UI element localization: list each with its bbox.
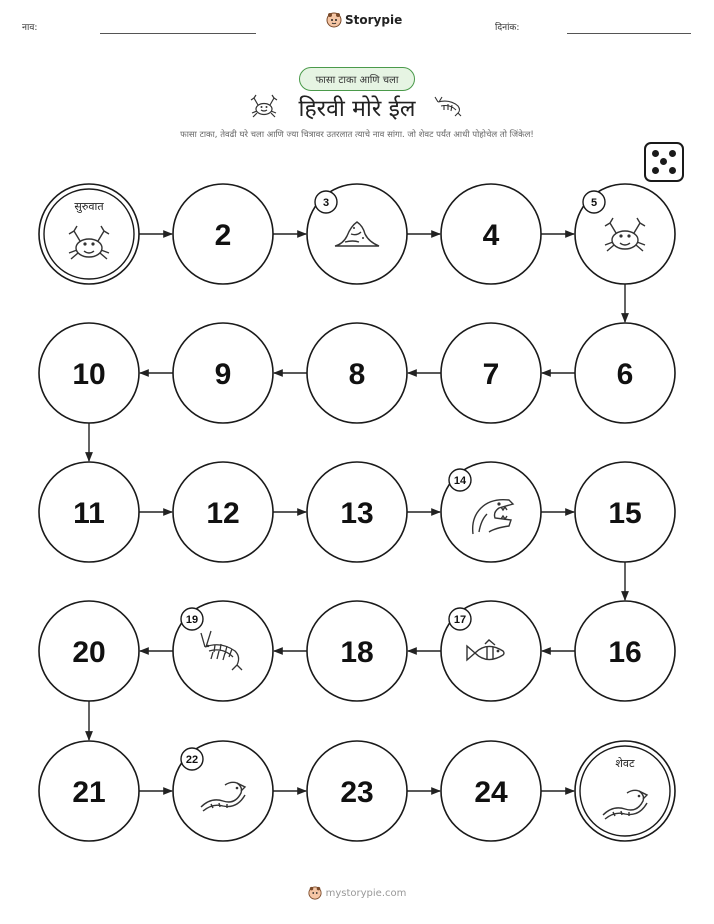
board-cell-5[interactable] — [575, 184, 675, 284]
board-cell-6[interactable] — [575, 323, 675, 423]
footer-site[interactable]: mystorypie.com — [325, 887, 407, 899]
cell-number-badge: 3 — [322, 197, 330, 209]
board-cell-15[interactable] — [575, 462, 675, 562]
board-cell-12[interactable] — [173, 462, 273, 562]
cell-number: 10 — [72, 358, 106, 391]
start-label: सुरुवात — [74, 200, 104, 213]
name-label: नाव: — [22, 23, 38, 33]
cell-number: 2 — [214, 219, 232, 252]
cell-number: 24 — [474, 776, 508, 809]
cell-number: 9 — [214, 358, 232, 391]
board-cell-13[interactable] — [307, 462, 407, 562]
board-cell-24[interactable] — [441, 741, 541, 841]
storypie-mascot-icon — [308, 886, 322, 900]
footer — [0, 886, 714, 900]
game-title: हिरवी मोरे ईल — [298, 96, 416, 122]
date-label: दिनांक: — [495, 23, 520, 33]
board-cell-18[interactable] — [307, 601, 407, 701]
board-cell-10[interactable] — [39, 323, 139, 423]
board-cell-8[interactable] — [307, 323, 407, 423]
cell-number: 7 — [482, 358, 500, 391]
cell-number-badge: 19 — [185, 614, 199, 626]
finish-label: शेवट — [615, 757, 635, 770]
cell-number: 23 — [340, 776, 374, 809]
board-cell-21[interactable] — [39, 741, 139, 841]
cell-number: 11 — [73, 497, 105, 530]
cell-number: 8 — [348, 358, 366, 391]
cell-number-badge: 22 — [185, 754, 199, 766]
board-cell-14[interactable] — [441, 462, 541, 562]
cell-number: 13 — [340, 497, 374, 530]
instructions: फासा टाका, तेवढी घरे चला आणि ज्या चित्रावर उतरलात त्याचे नाव सांगा. जो शेवट पर्यंत आधी पोहोचेल तो जिंकेल! — [180, 130, 534, 140]
board-cell-2[interactable] — [173, 184, 273, 284]
cell-number: 16 — [608, 636, 642, 669]
cell-number: 18 — [340, 636, 374, 669]
cell-number-badge: 14 — [453, 475, 467, 487]
board-cell-19[interactable] — [173, 601, 273, 701]
brand-name: Storypie — [345, 13, 403, 27]
cell-number-badge: 5 — [590, 197, 598, 209]
board-cell-4[interactable] — [441, 184, 541, 284]
game-type-badge: फासा टाका आणि चला — [299, 67, 415, 91]
board-cell-20[interactable] — [39, 601, 139, 701]
board-cell-22[interactable] — [173, 741, 273, 841]
cell-number: 6 — [616, 358, 634, 391]
board-cell-9[interactable] — [173, 323, 273, 423]
board-cell-25[interactable] — [575, 741, 675, 841]
cell-number: 12 — [206, 497, 240, 530]
board-cell-7[interactable] — [441, 323, 541, 423]
cell-number: 15 — [608, 497, 642, 530]
board-cell-16[interactable] — [575, 601, 675, 701]
cell-number: 4 — [482, 219, 500, 252]
cell-number: 21 — [72, 776, 106, 809]
board-cell-1[interactable] — [39, 184, 139, 284]
board-cell-17[interactable] — [441, 601, 541, 701]
board-cell-23[interactable] — [307, 741, 407, 841]
board-cell-3[interactable] — [307, 184, 407, 284]
cell-number-badge: 17 — [453, 614, 467, 626]
board-cell-11[interactable] — [39, 462, 139, 562]
cell-number: 20 — [72, 636, 106, 669]
